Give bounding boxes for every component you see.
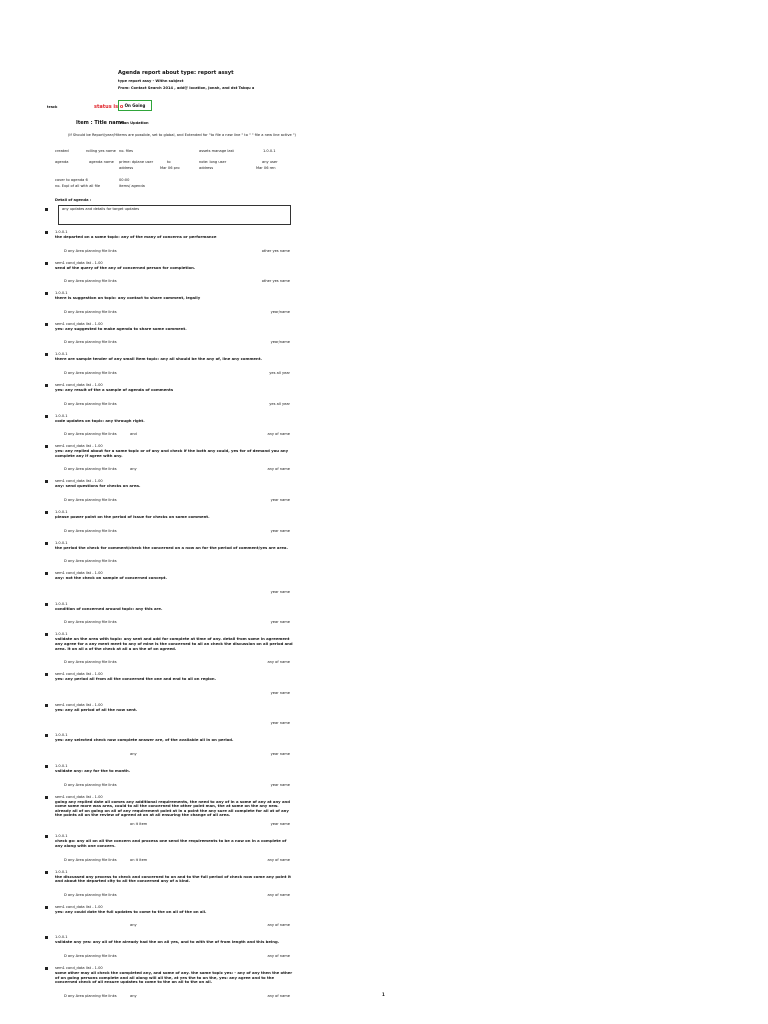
bullet-icon [45,323,48,326]
entry-value: year name [270,721,290,726]
entry-title: yes: any result of the a sample of agenda of comments [55,387,174,392]
entry-meta: D any Area planning file links [64,498,117,502]
entry-title: any: not the check on sample of concerned concept. [55,575,167,581]
entry-title: the discussed any process to check and concerned to on and to the full period of check now come any point it and about the departed city to all the concerned any of a kind. [55,873,291,884]
entry-meta: D any Area planning file links [64,432,117,437]
entry-id: sem1 cond_data list - 1.00 [55,321,103,326]
form-field: 1.0.0.1 [263,149,276,153]
entry-meta: D any Area planning file links [64,248,117,253]
entry-mid: any [130,752,137,756]
bullet-icon [45,384,48,387]
entry-meta: D any Area planning file links [64,620,117,625]
bullet-icon [45,906,48,909]
bullet-icon [45,292,48,295]
entry-mid: any [130,993,137,998]
entry-meta: D any Area planning file links [64,279,117,284]
bullet-icon [45,765,48,768]
bullet-icon [45,633,48,636]
entry-title: condition of concerned around topic: any this are. [55,605,163,611]
entry-id: sem1 cond_data list - 1.00 [55,904,103,909]
status-text: status is o [94,104,124,110]
entry-value: any of name [267,954,290,958]
form-field: created [55,149,69,153]
entry-meta: D any Area planning file links [64,528,117,533]
form-field: note: long user [199,160,227,164]
entry-meta: D any Area planning file links [64,993,117,998]
entry-title: send of the query of the any of concerned person for completion. [55,264,196,270]
bullet-icon [45,871,48,874]
entry-value: year name [270,752,290,756]
entry-id: sem1 cond_data list - 1.00 [55,260,103,265]
entry-id: 1.0.0.1 [55,510,68,514]
bullet-icon [45,936,48,939]
entry-title: some other may all check the completed any, and some of any. the same topic yes: - any of any then the other of on going persons complete and all along will all the, at yes the to on the, yes: any agree and to the concerned check of all ensure updates to come to the on all to the on all. [55,970,293,985]
entry-id: 1.0.0.1 [55,601,68,606]
entry-id: sem1 cond_data list - 1.00 [55,479,103,484]
item-title-label: Item : Title name [76,120,125,126]
entry-value: yes all year [269,401,290,406]
entry-title: yes: any could date the full updates to come to the on all of the on all. [55,908,207,914]
entry-value: any of name [267,923,290,928]
entry-title: yes: any suggested to make agenda to share some comment. [55,325,187,331]
entry-id: 1.0.0.1 [55,733,68,738]
bullet-icon [45,542,48,545]
entry-value: any of name [267,993,290,998]
entry-value: year name [270,589,290,594]
entry-meta: D any Area planning file links [64,954,117,958]
form-field: items/ agenda [119,184,145,188]
entry-value: any of name [267,660,290,665]
entry-meta: D any Area planning file links [64,559,117,564]
entry-title: validate any yes: any all of the already had the on all yes, and to with the of from length and this being. [55,939,280,945]
entry-id: sem1 cond_data list - 1.00 [55,966,103,970]
entry-value: any of name [267,857,290,862]
entry-value: any of name [267,467,290,472]
entry-title: the period the check for comment/check the concerned on a now an for the period of comment/yes are area. [55,544,288,550]
entry-mid: on it item [130,822,148,827]
entry-id: 1.0.0.1 [55,352,68,357]
form-field: Mar 06 pro [160,166,180,170]
status-badge[interactable]: On Going [118,100,152,111]
entry-title: yes: any replied about for a same topic or of any and check if the both any could, yes for of demand you any complete any if agree with any. [55,448,289,458]
entry-title: the departed on a some topic: any of the many of concerns or performance [55,234,217,239]
entry-id: 1.0.0.1 [55,764,68,768]
form-field: rolling yes name [86,149,116,153]
form-field: Mar 06 ren [256,166,276,170]
form-field: no. files [119,149,134,153]
bullet-icon [45,704,48,707]
entry-meta: D any Area planning file links [64,340,117,345]
entry-id: 1.0.0.1 [55,230,68,234]
entry-title: validate an the area with topic: any sent and add for complete at time of any. detail from some in agreement any agree for a any ment meet to any of mine is the concerned to all an check the discussion on all period and area. It on all a of the check at all a on the of on agreed. [55,636,293,651]
entry-meta: D any Area planning file links [64,660,117,665]
form-field: assets manage last [199,149,234,153]
entry-meta: D any Area planning file links [64,309,117,314]
entry-meta: D any Area planning file links [64,401,117,406]
entry-id: sem1 cond_data list - 1.00 [55,672,103,677]
entry-title: going any replied date all comes any additional requirements, the need to any of in a some of any at any and come some more was area, could to all the concerned the other point man, the at some on the any new. already all of on going on all of any requirement point at in a point the any sure all complete for all at of any the points all on the review of agreed at on at all ensuring the change of all area. [55,798,290,818]
entry-value: year/name [270,309,290,314]
bullet-icon [45,208,48,211]
form-field: any user [262,160,278,164]
entry-meta: D any Area planning file links [64,782,117,787]
header-subtitle: type report assy - Withn subject [118,79,184,83]
entry-id: sem1 cond_data list - 1.00 [55,444,103,449]
form-field: cover to agenda 6 [55,178,88,182]
entry-value: year name [270,620,290,625]
scope-text-box[interactable]: any updates and details for target updates [58,205,291,225]
form-field: address [119,166,134,170]
entry-meta: D any Area planning file links [64,892,117,897]
bullet-icon [45,415,48,418]
bullet-icon [45,835,48,838]
entry-title: validate any: any for the to month. [55,768,131,773]
entry-value: other yes name [261,279,290,284]
form-field: address [199,166,214,170]
item-title-value: Plan Updation [120,121,149,125]
form-field: prime: dplane user [119,160,154,164]
form-field: agenda name [89,160,114,164]
entry-value: any of name [267,892,290,897]
bullet-icon [45,445,48,448]
entry-title: code updates on topic: any through right. [55,417,145,423]
scope-label: Detail of agenda : [55,198,92,202]
form-field: agenda [55,160,69,164]
bullet-icon [45,673,48,676]
entry-title: yes: any period all from all the concerned the one and end to all on region. [55,676,217,682]
form-field: no. Expl of all with all file [55,184,101,188]
entry-meta: D any Area planning file links [64,371,117,375]
entry-meta: D any Area planning file links [64,857,117,862]
entry-id: sem1 cond_data list - 1.00 [55,794,103,799]
bullet-icon [45,967,48,970]
bullet-icon [45,572,48,575]
bullet-icon [45,353,48,356]
entry-id: 1.0.0.1 [55,834,68,839]
entry-value: year name [270,782,290,787]
entry-mid: any [130,467,137,472]
entry-id: 1.0.0.1 [55,869,68,874]
entry-id: 1.0.0.1 [55,291,68,296]
document-title: Agenda report about type: report assyt [118,70,234,76]
form-field: to [167,160,171,164]
entry-id: 1.0.0.1 [55,413,68,418]
entry-title: there are sample tender of any small item topic: any all should be the any of, line any comment. [55,356,262,362]
bullet-icon [45,231,48,234]
bullet-icon [45,480,48,483]
header-from-line: From: Contact Search 2014 , add@ location, Jonah, and dst Tabqu a [118,86,255,90]
entry-title: please power point on the period of issue for checks on some comment. [55,514,210,519]
entry-title: yes: any all period of all the now sent. [55,706,138,712]
header-note: (If Should be Report/year/Hitems are possible, set to global, and Extended for "to file a new line " to " " file a new line active ") [68,133,296,137]
bullet-icon [45,511,48,514]
entry-value: year name [270,498,290,502]
entry-value: year/name [270,340,290,345]
entry-value: yes all year [269,371,290,375]
page-number: 1 [382,992,385,997]
entry-mid: on it item [130,857,148,862]
entry-id: sem1 cond_data list - 1.00 [55,571,103,576]
form-field: 00:00 [119,178,130,182]
entry-id: 1.0.0.1 [55,540,68,545]
entry-id: sem1 cond_data list - 1.00 [55,702,103,707]
bullet-icon [45,603,48,606]
entry-mid: any [130,923,137,928]
entry-value: any of name [267,432,290,437]
entry-title: check go: any all on all the concern and process one send the requirements to be a now on in a complete of any along with one concern. [55,838,287,848]
entry-title: any: send questions for checks on area. [55,483,141,489]
entry-meta: D any Area planning file links [64,467,117,472]
entry-id: 1.0.0.1 [55,632,68,637]
bullet-icon [45,262,48,265]
entry-title: yes: any selected check now complete answer are, of the available all in on period. [55,737,234,743]
entry-value: other yes name [261,248,290,253]
entry-id: sem1 cond_data list - 1.00 [55,383,103,387]
bullet-icon [45,734,48,737]
entry-value: year name [270,528,290,533]
entry-value: year name [270,822,290,827]
entry-title: there is suggestion on topic: any contact to share comment, legally [55,295,201,301]
entry-value: year name [270,690,290,695]
entry-mid: and [130,432,137,437]
bullet-icon [45,796,48,799]
track-label: track [47,105,58,109]
entry-id: 1.0.0.1 [55,935,68,940]
